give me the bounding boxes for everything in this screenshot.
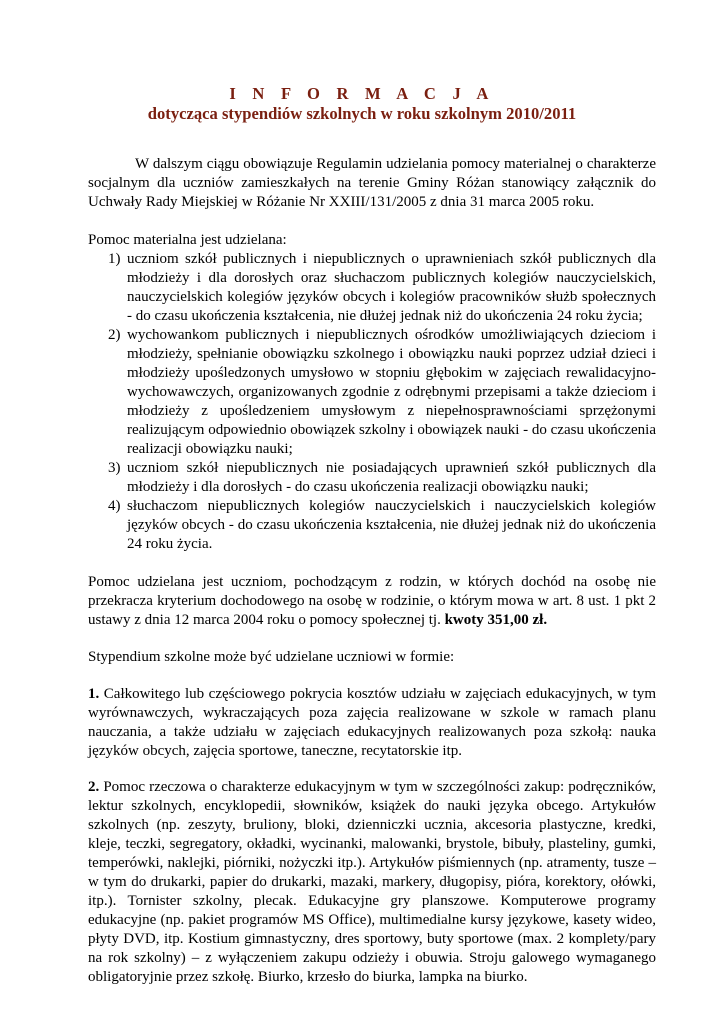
forms-heading: Stypendium szkolne może być udzielane uczniowi w formie: [88,649,455,665]
list-item [88,497,656,554]
form-item-2 [88,778,656,987]
document-subtitle: dotycząca stypendiów szkolnych w roku szkolnym 2010/2011 [147,104,577,123]
list-item-text: uczniom szkół niepublicznych nie posiadających uprawnień szkół publicznych dla młodzieży i dla dorosłych - do czasu ukończenia realizacji obowiązku nauki; [127,460,656,495]
list-item-number: 1) [108,251,121,267]
form-item-text: Pomoc rzeczowa o charakterze edukacyjnym w tym w szczególności zakup: podręczników, lektur szkolnych, encyklopedii, słowników, książek do nauki języka obcego. Artykułów szkolnych (np. zeszyty, bruliony, bloki, dzienniczki ucznia, akcesoria plastyczne, kredki, kleje, teczki, segregatory, okładki, wycinanki, malowanki, brystole, bibuły, plasteliny, gumki, temperówki, naklejki, piórniki, nożyczki itp.). Artykułów piśmiennych (np. atramenty, tusze – w tym do drukarki, papier do drukarki, mazaki, markery, długopisy, pióra, korektory, ołówki, itp.). Tornister szkolny, plecak. Edukacyjne gry planszowe. Komputerowe programy edukacyjne (np. pakiet programów MS Office), multimedialne kursy językowe, kasety wideo, płyty DVD, itp. Kostium gimnastyczny, dres sportowy, buty sportowe (max. 2 komplety/pary na rok szkolny) – z wyłączeniem zakupu odzieży i obuwia. Stroju galowego wymaganego obligatoryjnie przez szkołę. Biurko, krzesło do biurka, lampka na biurko. [88,779,656,985]
income-paragraph [88,573,656,630]
list-item-number: 4) [108,498,121,514]
income-amount: kwoty 351,00 zł. [444,612,548,628]
list-item [88,326,656,459]
document-title: I N F O R M A C J A [229,84,495,103]
form-item-text: Całkowitego lub częściowego pokrycia kosztów udziału w zajęciach edukacyjnych, w tym wyrównawczych, wykraczających poza zajęcia realizowane w szkole w ramach planu nauczania, a także udziału w zajęciach edukacyjnych realizowanych poza szkołą: nauka języków obcych, zajęcia sportowe, taneczne, recytatorskie itp. [88,686,656,759]
intro-paragraph: W dalszym ciągu obowiązuje Regulamin udzielania pomocy materialnej o charakterze socjalnym dla uczniów zamieszkałych na terenie Gminy Różan stanowiący załącznik do Uchwały Rady Miejskiej w Różanie Nr XXIII/131/2005 z dnia 31 marca 2005 roku. [88,156,656,210]
list-item-number: 3) [108,460,121,476]
list-item [88,250,656,326]
income-text: Pomoc udzielana jest uczniom, pochodzącym z rodzin, w których dochód na osobę nie przekracza kryterium dochodowego na osobę w rodzinie, o którym mowa w art. 8 ust. 1 pkt 2 ustawy z dnia 12 marca 2004 roku o pomocy społecznej tj. [88,574,656,628]
list-item [88,459,656,497]
list-item-number: 2) [108,327,121,343]
list-item-text: uczniom szkół publicznych i niepublicznych o uprawnieniach szkół publicznych dla młodzieży i dla dorosłych oraz słuchaczom publicznych kolegiów nauczycielskich, nauczycielskich kolegiów języków obcych i kolegiów pracowników służb społecznych - do czasu ukończenia kształcenia, nie dłużej jednak niż do ukończenia 24 roku życia; [127,251,656,324]
form-item-number: 2. [88,779,100,795]
list-item-text: wychowankom publicznych i niepublicznych ośrodków umożliwiających dzieciom i młodzieży, spełnianie obowiązku szkolnego i obowiązku nauki poprzez udział dzieci i młodzieży upośledzonych umysłowo w stopniu głębokim w zajęciach rewalidacyjno-wychowawczych, organizowanych zgodnie z odrębnymi przepisami a także dzieciom i młodzieży z upośledzeniem umysłowym z niepełnosprawnościami sprzężonymi realizującym odpowiednio obowiązek szkolny i obowiązek nauki - do czasu ukończenia realizacji obowiązku nauki; [127,327,656,457]
eligibility-heading: Pomoc materialna jest udzielana: [88,232,287,248]
eligibility-list [88,250,656,554]
list-item-text: słuchaczom niepublicznych kolegiów nauczycielskich i nauczycielskich kolegiów języków obcych - do czasu ukończenia kształcenia, nie dłużej jednak niż do ukończenia 24 roku życia. [127,498,656,552]
form-item-number: 1. [88,686,100,702]
form-item-1 [88,685,656,761]
document-body [88,155,656,987]
